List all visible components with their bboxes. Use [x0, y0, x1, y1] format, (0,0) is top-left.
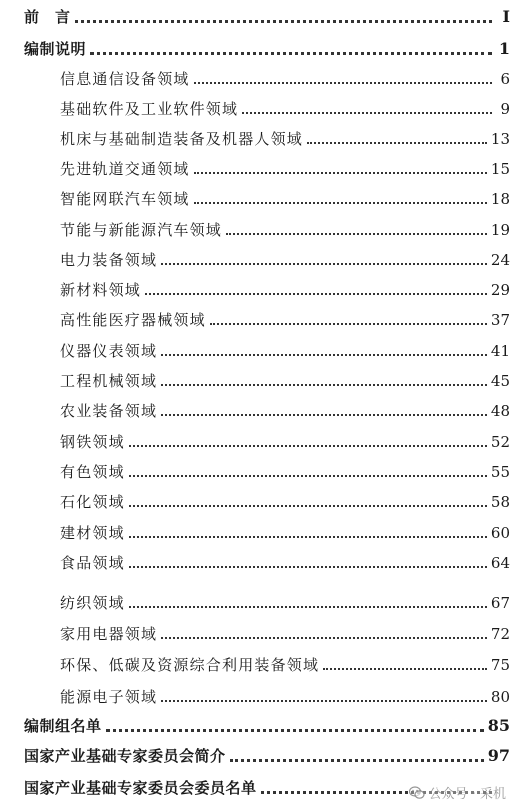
toc-entry-page: 19 — [490, 221, 510, 239]
toc-dot-leader — [106, 729, 484, 732]
toc-entry-page: 75 — [490, 656, 510, 674]
toc-dot-leader — [161, 637, 487, 639]
toc-entry[interactable] — [60, 125, 512, 149]
toc-dot-leader — [230, 759, 484, 762]
toc-dot-leader — [129, 536, 487, 538]
toc-entry-page: 55 — [490, 463, 510, 481]
toc-entry[interactable] — [60, 397, 512, 421]
toc-entry-page: 9 — [500, 100, 510, 118]
toc-entry-page: 13 — [490, 130, 510, 148]
toc-dot-leader — [75, 20, 492, 23]
toc-dot-leader — [323, 668, 487, 670]
toc-entry-title: 食品领域 — [60, 554, 125, 572]
toc-entry[interactable] — [24, 3, 512, 27]
toc-dot-leader — [90, 52, 492, 55]
toc-dot-leader — [210, 323, 487, 325]
toc-entry-title: 家用电器领域 — [60, 625, 158, 643]
toc-entry-page: 1 — [498, 39, 510, 58]
toc-entry-page: 41 — [490, 342, 510, 360]
toc-entry-title: 新材料领域 — [60, 281, 142, 299]
toc-dot-leader — [129, 606, 487, 608]
toc-entry[interactable] — [60, 185, 512, 209]
toc-entry-page: 80 — [490, 688, 510, 706]
toc-entry[interactable] — [60, 488, 512, 512]
toc-entry[interactable] — [60, 306, 512, 330]
toc-entry-title: 国家产业基础专家委员会委员名单 — [24, 779, 257, 797]
toc-dot-leader — [129, 475, 487, 477]
toc-dot-leader — [226, 233, 487, 235]
toc-entry-title: 农业装备领域 — [60, 402, 158, 420]
toc-entry[interactable] — [60, 683, 512, 707]
toc-entry-title: 能源电子领域 — [60, 688, 158, 706]
toc-entry[interactable] — [60, 589, 512, 613]
toc-entry[interactable] — [60, 65, 512, 89]
toc-entry-page: 15 — [490, 160, 510, 178]
toc-dot-leader — [145, 293, 487, 295]
toc-entry[interactable] — [60, 549, 512, 573]
toc-entry-title: 石化领域 — [60, 493, 125, 511]
toc-entry[interactable] — [60, 216, 512, 240]
toc-dot-leader — [129, 566, 487, 568]
toc-entry-title: 智能网联汽车领域 — [60, 190, 190, 208]
toc-entry-page: 37 — [490, 311, 510, 329]
toc-entry-page: 48 — [490, 402, 510, 420]
toc-dot-leader — [194, 202, 487, 204]
toc-entry-title: 国家产业基础专家委员会简介 — [24, 747, 226, 765]
toc-dot-leader — [129, 445, 487, 447]
toc-entry[interactable] — [24, 742, 512, 766]
toc-entry[interactable] — [60, 246, 512, 270]
toc-entry-title: 钢铁领域 — [60, 433, 125, 451]
toc-dot-leader — [161, 354, 487, 356]
toc-entry-page: 67 — [490, 594, 510, 612]
toc-entry-title: 节能与新能源汽车领域 — [60, 221, 223, 239]
toc-entry-page: 58 — [490, 493, 510, 511]
toc-entry-title: 先进轨道交通领域 — [60, 160, 190, 178]
toc-dot-leader — [129, 505, 487, 507]
toc-entry[interactable] — [60, 458, 512, 482]
toc-entry-title: 环保、低碳及资源综合利用装备领域 — [60, 656, 320, 674]
toc-entry-page: I — [502, 7, 510, 26]
toc-entry[interactable] — [60, 276, 512, 300]
toc-entry-title: 仪器仪表领域 — [60, 342, 158, 360]
toc-entry-page: 97 — [487, 746, 510, 765]
toc-entry-title: 电力装备领域 — [60, 251, 158, 269]
toc-entry-page: 24 — [490, 251, 510, 269]
toc-dot-leader — [242, 112, 492, 114]
toc-entry[interactable] — [60, 519, 512, 543]
toc-entry-title: 编制组名单 — [24, 717, 102, 735]
toc-entry-title: 信息通信设备领域 — [60, 70, 190, 88]
toc-dot-leader — [161, 700, 487, 702]
toc-dot-leader — [194, 82, 492, 84]
toc-dot-leader — [194, 172, 487, 174]
toc-entry-title: 前 言 — [24, 8, 71, 26]
toc-dot-leader — [307, 142, 487, 144]
toc-entry-page: 85 — [487, 716, 510, 735]
toc-entry-title: 纺织领域 — [60, 594, 125, 612]
toc-entry-page: 29 — [490, 281, 510, 299]
toc-entry-title: 编制说明 — [24, 40, 87, 58]
toc-entry-page: 64 — [490, 554, 510, 572]
toc-entry-title: 基础软件及工业软件领域 — [60, 100, 239, 118]
toc-entry[interactable] — [24, 712, 512, 736]
toc-entry-title: 机床与基础制造装备及机器人领域 — [60, 130, 304, 148]
toc-entry[interactable] — [60, 337, 512, 361]
toc-entry[interactable] — [60, 155, 512, 179]
toc-entry-title: 有色领域 — [60, 463, 125, 481]
watermark — [409, 783, 506, 802]
watermark-text: 公众号 · 采机 — [428, 787, 506, 802]
toc-entry[interactable] — [60, 428, 512, 452]
toc-entry-page: 6 — [500, 70, 510, 88]
toc-dot-leader — [161, 384, 487, 386]
toc-entry[interactable] — [60, 367, 512, 391]
toc-entry[interactable] — [60, 620, 512, 644]
toc-entry-title: 建材领域 — [60, 524, 125, 542]
toc-entry-title: 工程机械领域 — [60, 372, 158, 390]
toc-entry-title: 高性能医疗器械领域 — [60, 311, 206, 329]
toc-entry-page: 72 — [490, 625, 510, 643]
wechat-icon — [409, 786, 425, 800]
toc-entry-page: 18 — [490, 190, 510, 208]
toc-entry[interactable] — [60, 651, 512, 675]
toc-entry[interactable] — [24, 35, 512, 59]
toc-dot-leader — [161, 414, 487, 416]
toc-entry[interactable] — [60, 95, 512, 119]
toc-entry-page: 45 — [490, 372, 510, 390]
toc-dot-leader — [161, 263, 487, 265]
toc-entry-page: 60 — [490, 524, 510, 542]
toc-entry-page: 52 — [490, 433, 510, 451]
